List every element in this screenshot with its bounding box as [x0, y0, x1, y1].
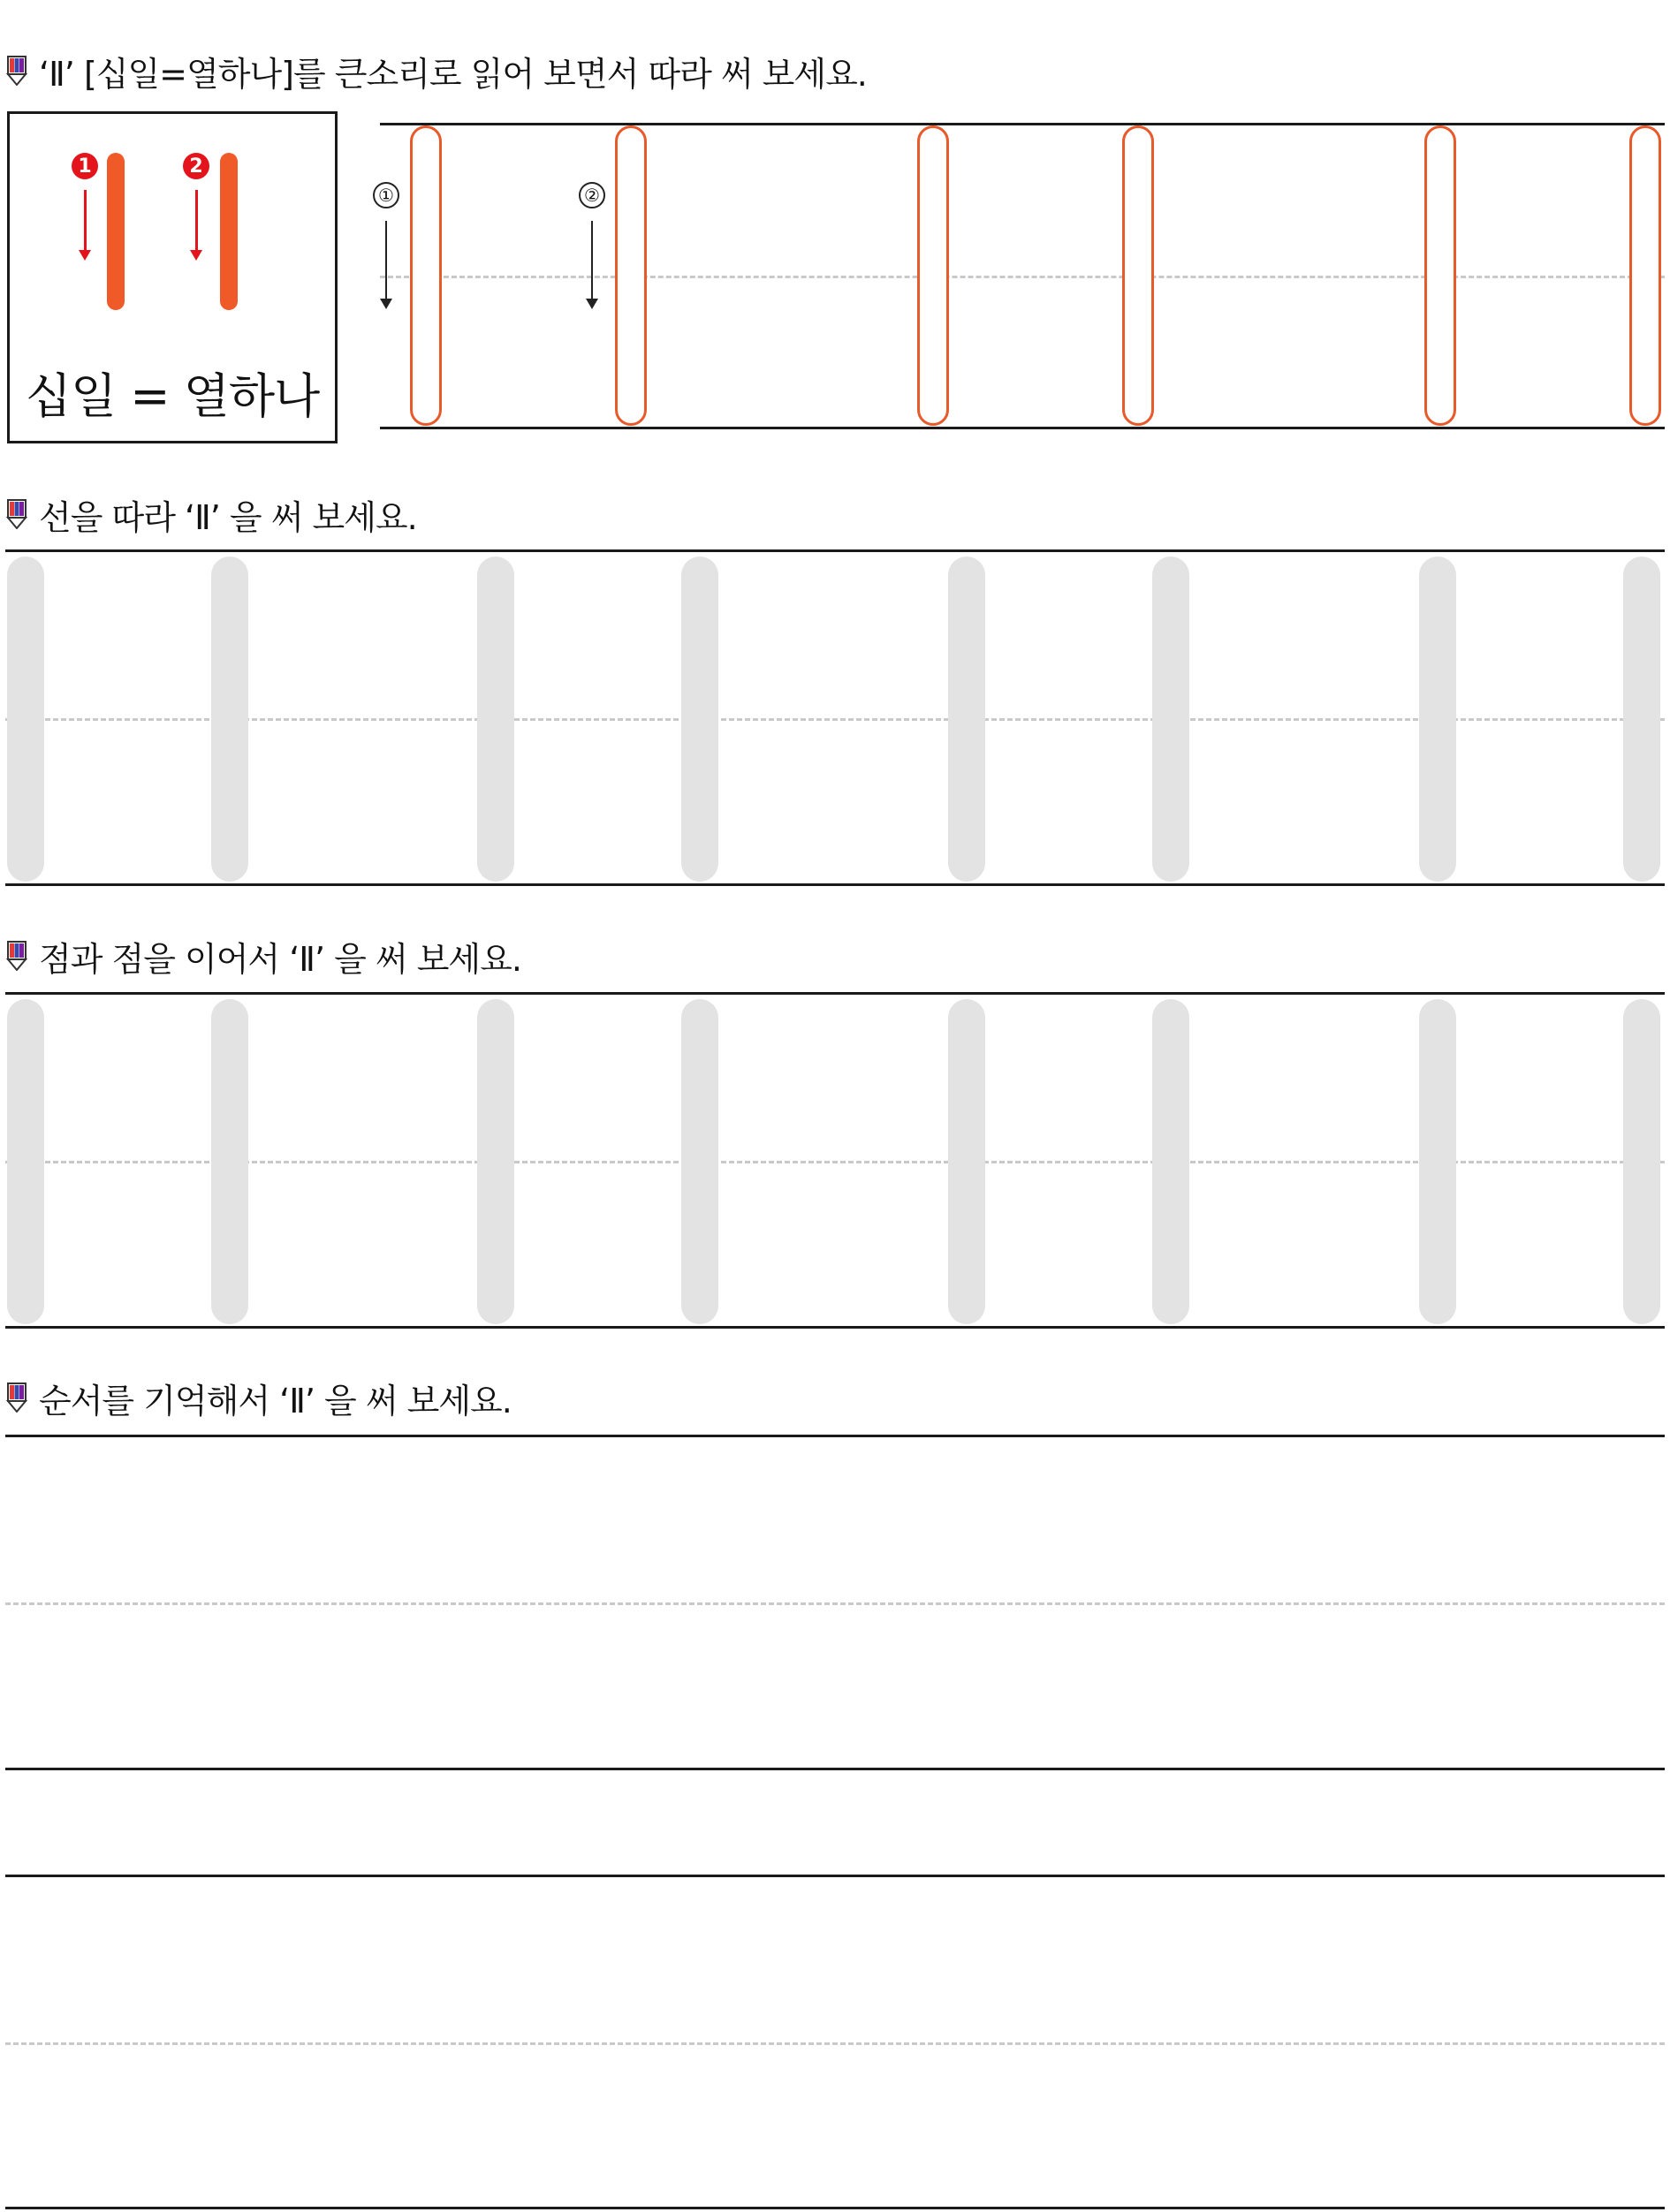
stroke-1-badge: 1 — [72, 153, 98, 179]
row3-bottom-line — [5, 1326, 1665, 1329]
pencil-icon — [5, 499, 28, 529]
trace-outline[interactable] — [1424, 125, 1456, 426]
stroke-1-bar — [107, 153, 125, 310]
trace-guide-stroke[interactable] — [948, 557, 985, 882]
row1-midline — [380, 276, 1665, 278]
row1-top-line — [380, 123, 1665, 125]
trace-outline[interactable] — [410, 125, 442, 426]
row3-top-line — [5, 992, 1665, 995]
stroke-2-arrow — [591, 221, 593, 300]
row4-bottom-line — [5, 1768, 1665, 1770]
row1-bottom-line — [380, 427, 1665, 429]
instruction-connect-dots: 점과 점을 이어서 ‘Ⅱ’ 을 써 보세요. — [39, 939, 521, 979]
reference-card — [7, 111, 338, 443]
trace-guide-stroke[interactable] — [1419, 999, 1456, 1324]
reference-caption: 십일 = 열하나 — [25, 368, 320, 424]
row2-midline — [5, 718, 1665, 721]
stroke-2-bar — [220, 153, 238, 310]
trace-guide-stroke[interactable] — [477, 999, 514, 1324]
trace-guide-stroke[interactable] — [211, 999, 248, 1324]
trace-guide-stroke[interactable] — [1152, 999, 1189, 1324]
trace-guide-stroke[interactable] — [7, 557, 44, 882]
row2-top-line — [5, 549, 1665, 552]
row3-midline — [5, 1161, 1665, 1163]
trace-outline[interactable] — [1629, 125, 1661, 426]
trace-outline[interactable] — [615, 125, 647, 426]
section-title-read-and-trace — [5, 49, 867, 92]
trace-guide-stroke[interactable] — [948, 999, 985, 1324]
row5-bottom-line — [5, 2207, 1665, 2209]
section-title-connect-dots — [5, 935, 521, 977]
stroke-2-marker: ② — [579, 182, 605, 208]
trace-guide-stroke[interactable] — [477, 557, 514, 882]
stroke-1-marker: ① — [373, 182, 399, 208]
stroke-1-direction-arrow — [84, 190, 87, 252]
trace-guide-stroke[interactable] — [681, 999, 718, 1324]
section-title-follow-line — [5, 493, 417, 535]
instruction-from-memory: 순서를 기억해서 ‘Ⅱ’ 을 써 보세요. — [39, 1381, 512, 1420]
trace-guide-stroke[interactable] — [1419, 557, 1456, 882]
pencil-icon — [5, 56, 28, 86]
instruction-follow-line: 선을 따라 ‘Ⅱ’ 을 써 보세요. — [39, 497, 417, 537]
trace-guide-stroke[interactable] — [681, 557, 718, 882]
trace-guide-stroke[interactable] — [7, 999, 44, 1324]
trace-guide-stroke[interactable] — [1623, 999, 1660, 1324]
trace-guide-stroke[interactable] — [1623, 557, 1660, 882]
section-title-from-memory — [5, 1376, 512, 1419]
row4-top-line — [5, 1435, 1665, 1437]
stroke-2-direction-arrow — [195, 190, 198, 252]
trace-outline[interactable] — [917, 125, 949, 426]
row4-midline — [5, 1602, 1665, 1605]
stroke-2-badge: 2 — [183, 153, 209, 179]
trace-outline[interactable] — [1122, 125, 1154, 426]
stroke-1-arrow — [385, 221, 387, 300]
row5-midline — [5, 2042, 1665, 2045]
row5-top-line — [5, 1875, 1665, 1877]
pencil-icon — [5, 1382, 28, 1413]
trace-guide-stroke[interactable] — [1152, 557, 1189, 882]
pencil-icon — [5, 941, 28, 971]
trace-guide-stroke[interactable] — [211, 557, 248, 882]
instruction-read-and-trace: ‘Ⅱ’ [십일=열하나]를 큰소리로 읽어 보면서 따라 써 보세요. — [39, 54, 867, 94]
row2-bottom-line — [5, 883, 1665, 886]
